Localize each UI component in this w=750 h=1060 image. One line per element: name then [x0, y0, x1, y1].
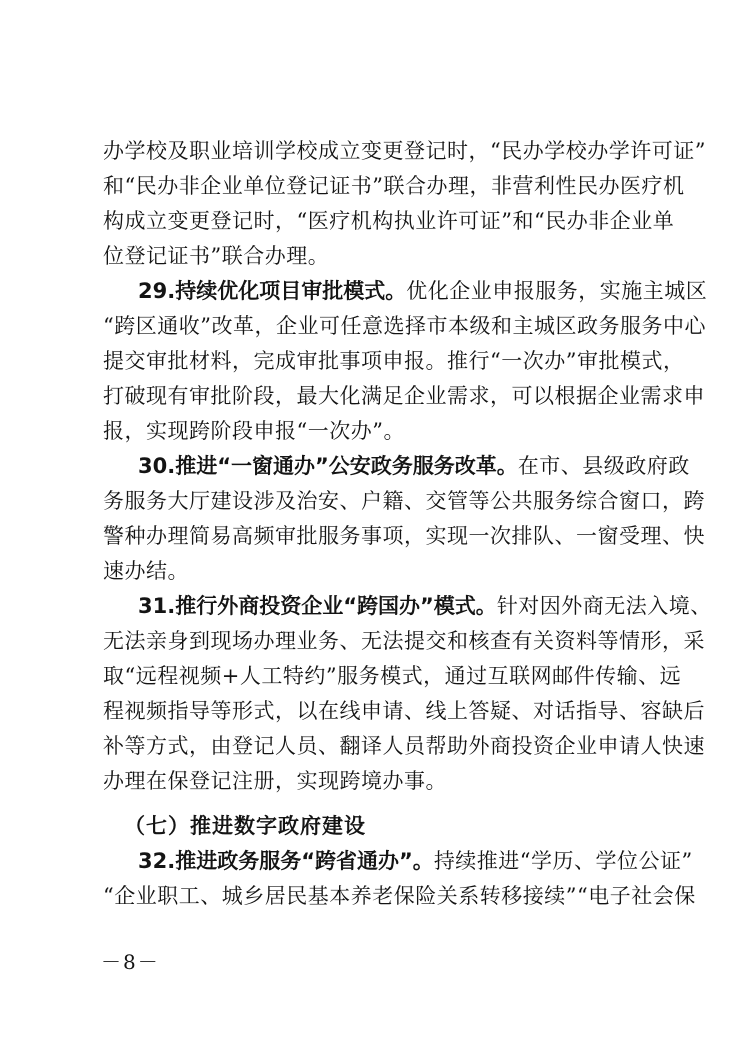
- page-number: －8－: [101, 950, 160, 974]
- item-heading: 29.持续优化项目审批模式。: [138, 279, 407, 303]
- text-span: 优化企业申报服务，实施主城区: [406, 279, 708, 303]
- item-heading: 31.推行外商投资企业“跨国办”模式。: [138, 594, 497, 618]
- text-line: 程视频指导等形式，以在线申请、线上答疑、对话指导、容缺后: [103, 699, 705, 723]
- item-heading: 32.推进政务服务“跨省通办”。: [138, 849, 434, 873]
- text-span: 在市、县级政府政: [517, 454, 690, 478]
- text-line: 位登记证书”联合办理。: [103, 244, 330, 268]
- text-line: 构成立变更登记时，“医疗机构执业许可证”和“民办非企业单: [103, 209, 675, 233]
- text-line: “企业职工、城乡居民基本养老保险关系转移接续”“电子社会保: [103, 884, 696, 908]
- text-line: 和“民办非企业单位登记证书”联合办理，非营利性民办医疗机: [103, 174, 685, 198]
- item-heading: 30.推进“一窗通办”公安政务服务改革。: [138, 454, 518, 478]
- text-line: 速办结。: [103, 559, 189, 583]
- section-heading: （七）推进数字政府建设: [124, 814, 366, 838]
- text-span: 持续推进“学历、学位公证”: [433, 849, 693, 873]
- text-line: 办学校及职业培训学校成立变更登记时，“民办学校办学许可证”: [103, 139, 706, 163]
- text-line: 报，实现跨阶段申报“一次办”。: [103, 419, 405, 443]
- text-line: 警种办理简易高频审批服务事项，实现一次排队、一窗受理、快: [103, 524, 705, 548]
- paragraph-first-line: [138, 846, 693, 876]
- text-line: 无法亲身到现场办理业务、无法提交和核查有关资料等情形，采: [103, 629, 705, 653]
- paragraph-first-line: [138, 451, 690, 481]
- text-line: 打破现有审批阶段，最大化满足企业需求，可以根据企业需求申: [103, 384, 705, 408]
- paragraph-first-line: [138, 276, 708, 306]
- text-line: 务服务大厅建设涉及治安、户籍、交管等公共服务综合窗口，跨: [103, 489, 705, 513]
- paragraph-first-line: [138, 591, 712, 621]
- text-line: 办理在保登记注册，实现跨境办事。: [103, 769, 447, 793]
- text-span: 针对因外商无法入境、: [496, 594, 712, 618]
- text-line: 提交审批材料，完成审批事项申报。推行“一次办”审批模式，: [103, 349, 685, 373]
- text-line: 取“远程视频+人工特约”服务模式，通过互联网邮件传输、远: [103, 664, 682, 688]
- text-line: 补等方式，由登记人员、翻译人员帮助外商投资企业申请人快速: [103, 734, 705, 758]
- text-line: “跨区通收”改革，企业可任意选择市本级和主城区政务服务中心: [103, 314, 706, 338]
